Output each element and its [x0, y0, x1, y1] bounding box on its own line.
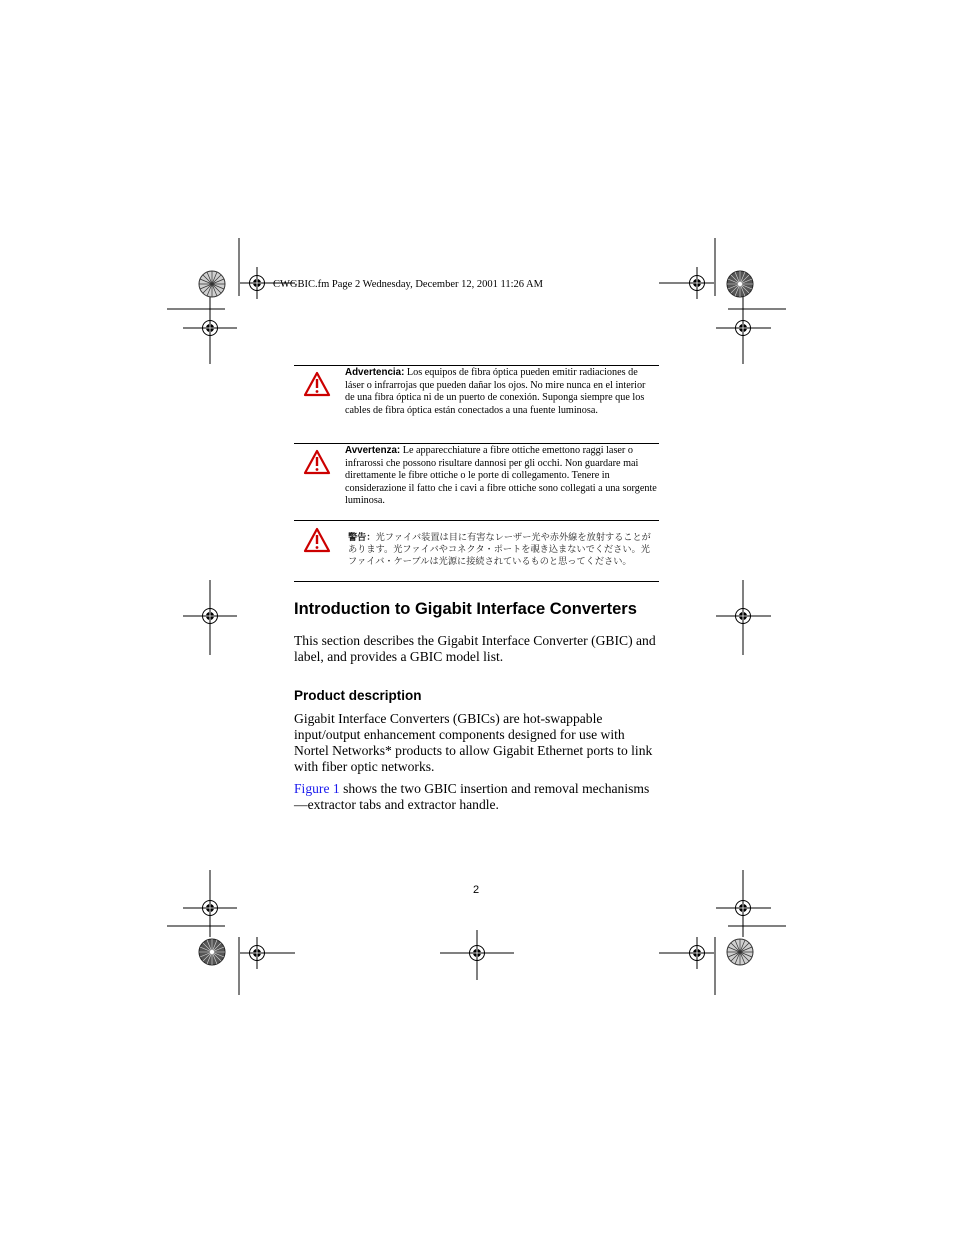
divider	[294, 581, 659, 582]
warning-text	[348, 531, 658, 567]
warning-label: Avvertenza:	[345, 445, 401, 456]
subsection-title: Product description	[294, 688, 422, 703]
warning-label: 警告：	[348, 532, 376, 542]
warning-triangle-icon	[303, 371, 331, 397]
warning-body: 光ファイバ装置は目に有害なレーザー光や赤外線を放射することがあります。光ファイバやコネクタ・ポートを覗き込まないでください。光ファイバ・ケーブルは光源に接続されているものと思ってください。	[348, 532, 651, 566]
warning-block-italian	[294, 443, 659, 521]
figure-1-link[interactable]: Figure 1	[294, 781, 340, 796]
warning-label: Advertencia:	[345, 367, 405, 378]
page-number: 2	[473, 884, 480, 896]
section-title: Introduction to Gigabit Interface Converters	[294, 600, 637, 618]
warning-text	[345, 367, 657, 417]
warning-triangle-icon	[303, 449, 331, 475]
intro-paragraph: This section describes the Gigabit Interface Converter (GBIC) and label, and provides a GBIC model list.	[294, 633, 656, 664]
warning-block-spanish	[294, 365, 659, 444]
warning-body: Le apparecchiature a fibre ottiche emettono raggi laser o infrarossi che possono risultare dannosi per gli occhi. Non guardare mai direttamente le fibre ottiche o le porte di collegamento. Tenere in considerazione il fatto che i cavi a fibre ottiche sono collegati a una sorgente luminosa.	[345, 445, 657, 507]
warning-body: Los equipos de fibra óptica pueden emitir radiaciones de láser o infrarrojas que pueden dañar los ojos. No mire nunca en el interior de una fibra óptica ni de un puerto de conexión. Suponga siempre que los cables de fibra óptica están conectados a una fuente luminosa.	[345, 367, 646, 416]
warning-text	[345, 445, 657, 508]
product-description-paragraph: Gigabit Interface Converters (GBICs) are hot-swappable input/output enhancement components designed for use with Nortel Networks* products to allow Gigabit Ethernet ports to link with fiber optic networks.	[294, 711, 653, 774]
figure-reference-paragraph	[294, 781, 662, 813]
figure-reference-text: shows the two GBIC insertion and removal mechanisms—extractor tabs and extractor handle.	[294, 781, 650, 812]
warning-triangle-icon	[303, 527, 331, 553]
file-stamp: CWGBIC.fm Page 2 Wednesday, December 12, 2001 11:26 AM	[273, 279, 543, 290]
warning-block-japanese	[294, 520, 659, 582]
